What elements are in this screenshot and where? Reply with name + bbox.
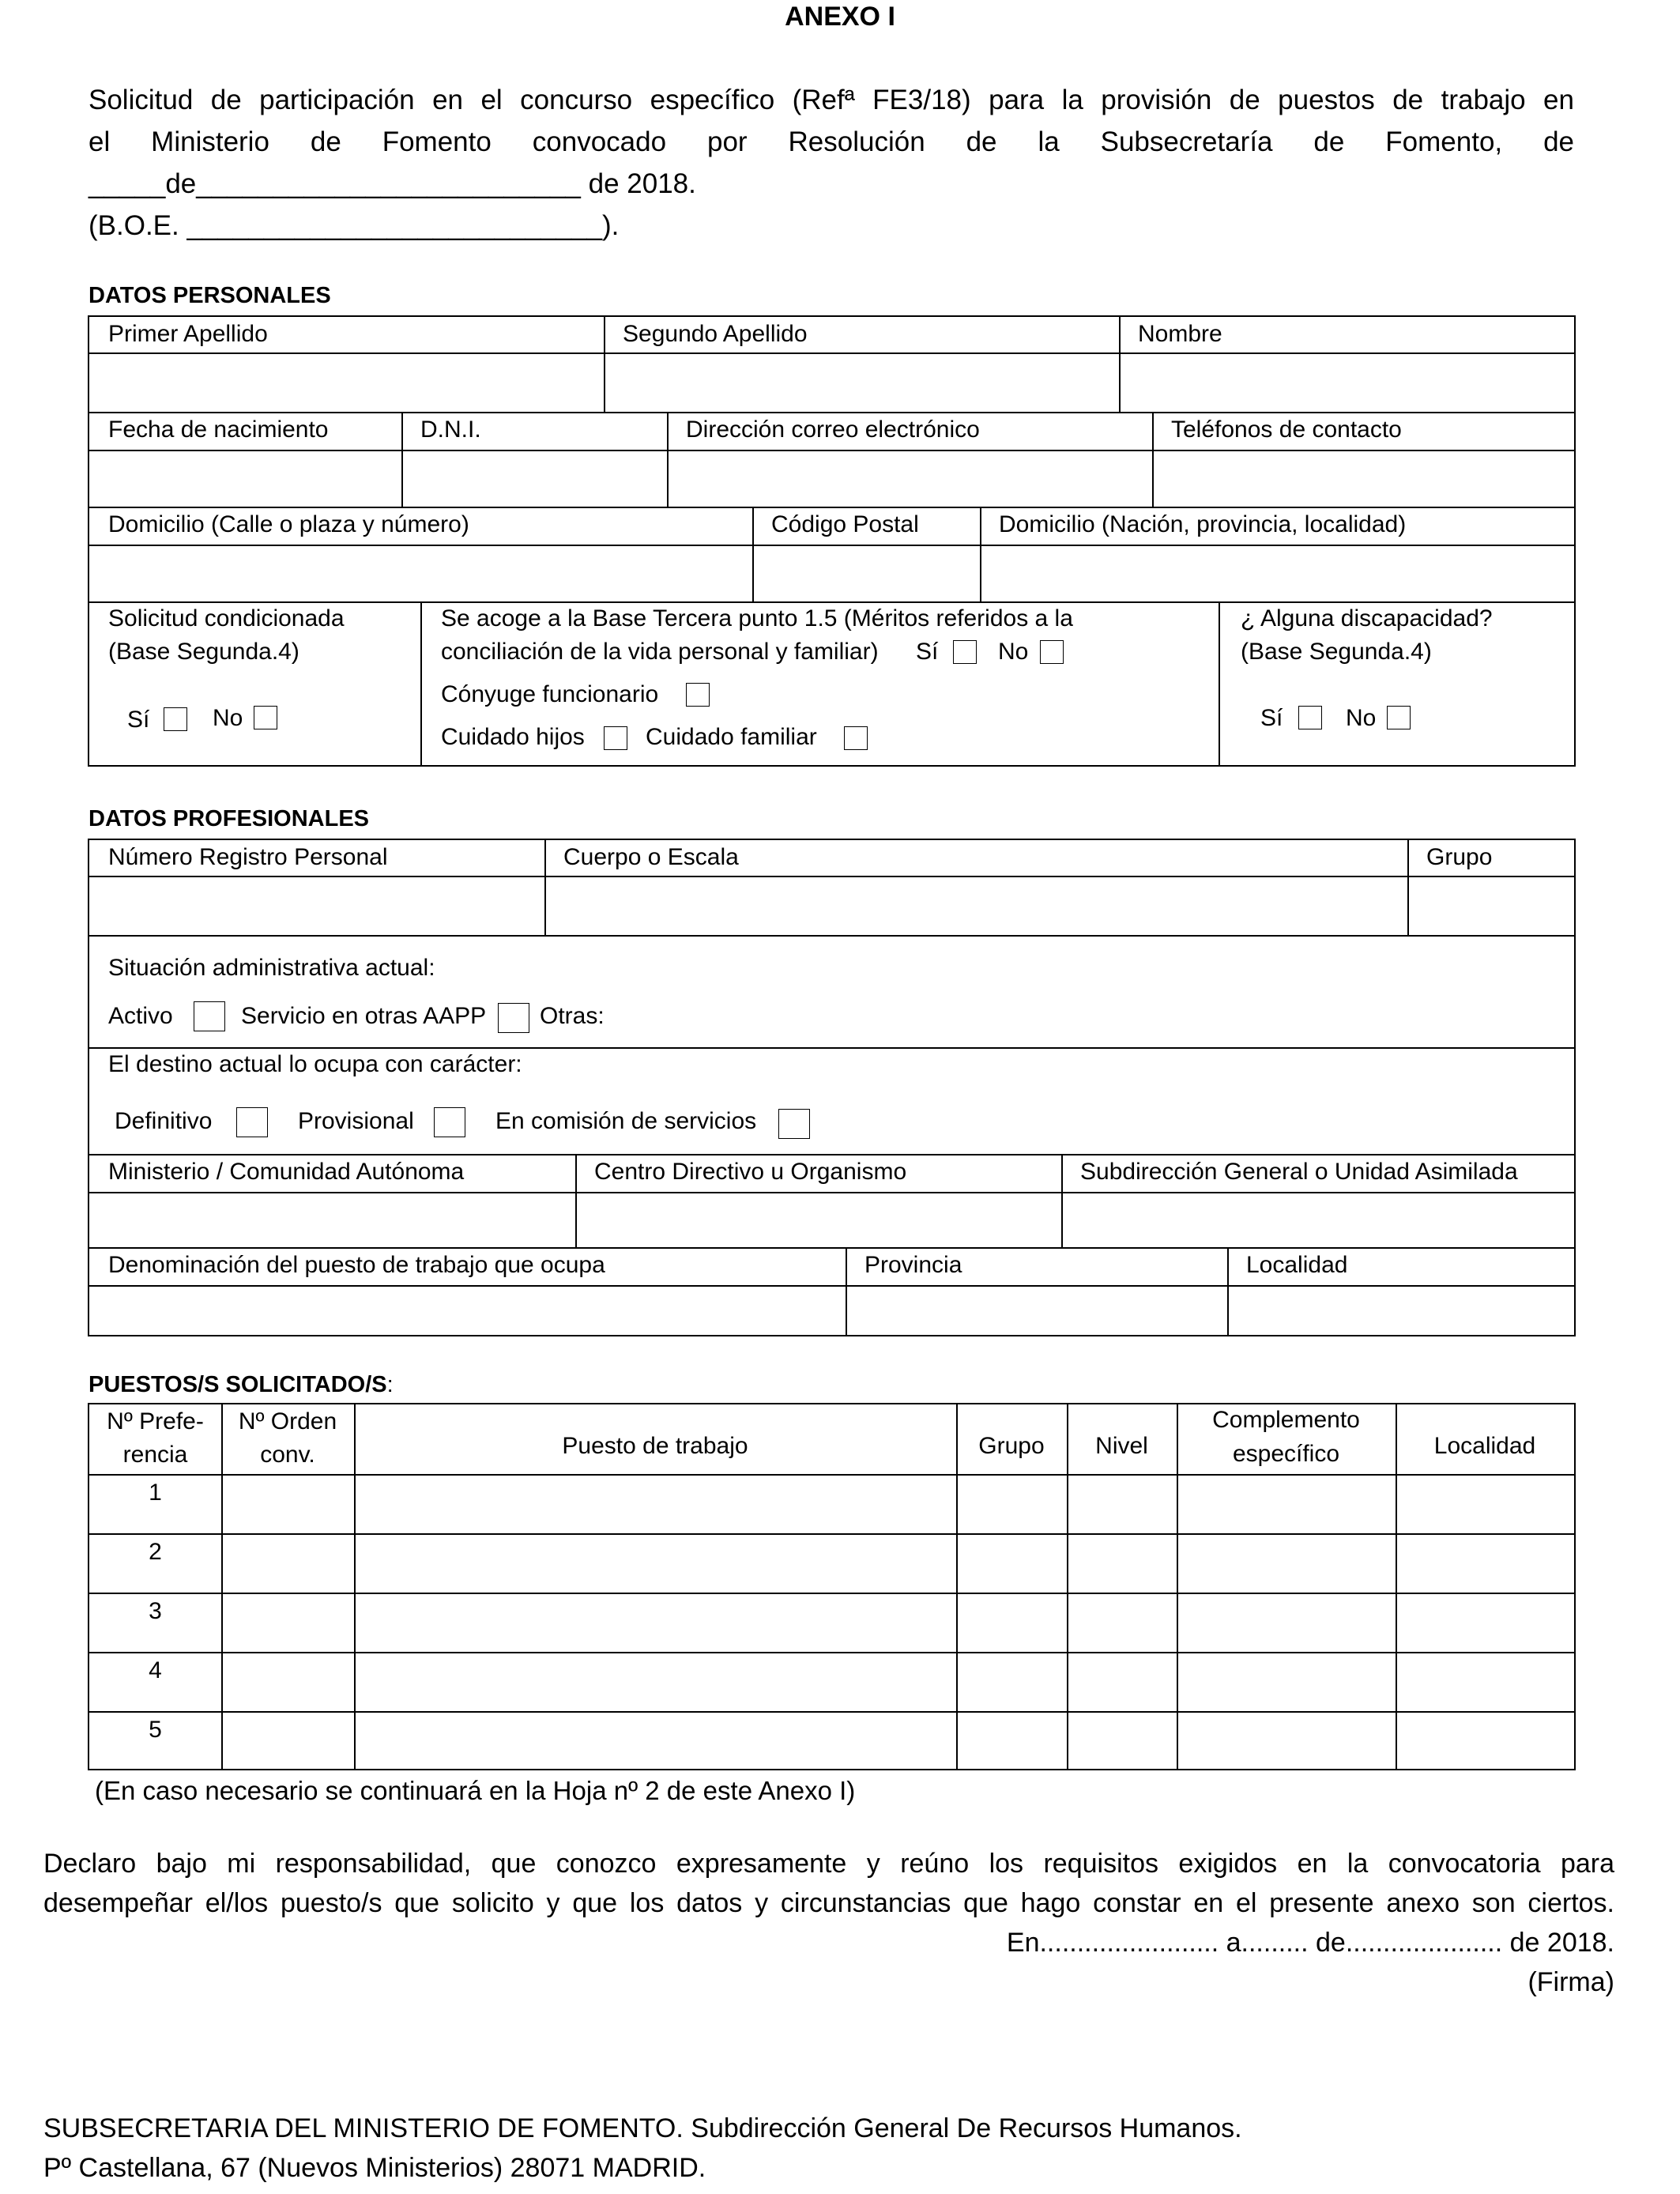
email-label: Dirección correo electrónico xyxy=(686,417,980,443)
nombre-label: Nombre xyxy=(1138,321,1222,347)
datos-profesionales-heading: DATOS PROFESIONALES xyxy=(89,806,370,831)
ministerio-label: Ministerio / Comunidad Autónoma xyxy=(108,1159,465,1185)
discapacidad-base-label: (Base Segunda.4) xyxy=(1241,639,1432,665)
declaracion-line-1: Declaro bajo mi responsabilidad, que conozco expresamente y reúno los requisitos exigidos en la convocatoria para xyxy=(43,1849,1614,1879)
datos-personales-box xyxy=(88,315,1576,767)
activo-label: Activo xyxy=(108,1003,173,1029)
segundo-apellido-label: Segundo Apellido xyxy=(623,321,808,347)
localidad-field[interactable] xyxy=(1229,1287,1574,1336)
conyuge-checkbox[interactable] xyxy=(686,683,710,707)
ministerio-field[interactable] xyxy=(89,1193,575,1247)
servicio-otras-label: Servicio en otras AAPP xyxy=(241,1003,487,1029)
conyuge-label: Cónyuge funcionario xyxy=(441,681,659,707)
row-number-4: 4 xyxy=(149,1657,162,1683)
datos-personales-heading: DATOS PERSONALES xyxy=(89,283,331,308)
row-number-5: 5 xyxy=(149,1717,162,1743)
col-orden-header: Nº Orden xyxy=(238,1408,337,1434)
cuidado-hijos-label: Cuidado hijos xyxy=(441,724,585,750)
localidad-label: Localidad xyxy=(1246,1252,1348,1278)
intro-paragraph xyxy=(89,79,1574,247)
base-tercera-label: Se acoge a la Base Tercera punto 1.5 (Méritos referidos a la xyxy=(441,605,1073,631)
situacion-label: Situación administrativa actual: xyxy=(108,955,435,981)
footer-line-1: SUBSECRETARIA DEL MINISTERIO DE FOMENTO. Subdirección General De Recursos Humanos. xyxy=(43,2113,1242,2143)
email-field[interactable] xyxy=(669,451,1152,507)
cuidado-familiar-label: Cuidado familiar xyxy=(646,724,817,750)
declaracion-paragraph xyxy=(43,1844,1614,2002)
discapacidad-si-checkbox[interactable] xyxy=(1298,706,1322,729)
datos-profesionales-box xyxy=(88,839,1576,1336)
base-tercera-si-checkbox[interactable] xyxy=(953,640,977,664)
discapacidad-si-label: Sí xyxy=(1260,705,1283,731)
comision-label: En comisión de servicios xyxy=(495,1108,757,1134)
col-puesto-header: Puesto de trabajo xyxy=(562,1433,748,1459)
col-preferencia-header: Nº Prefe- xyxy=(107,1408,204,1434)
discapacidad-no-checkbox[interactable] xyxy=(1387,706,1411,729)
provisional-label: Provisional xyxy=(298,1108,414,1134)
row-number-2: 2 xyxy=(149,1539,162,1565)
domicilio-nacion-field[interactable] xyxy=(981,546,1574,601)
discapacidad-no-label: No xyxy=(1346,705,1377,731)
definitivo-label: Definitivo xyxy=(115,1108,213,1134)
base-tercera-conciliacion-label: conciliación de la vida personal y familiar) xyxy=(441,639,879,665)
col-complemento-header-2: específico xyxy=(1232,1441,1340,1467)
footer-line-2: Pº Castellana, 67 (Nuevos Ministerios) 28071 MADRID. xyxy=(43,2153,706,2183)
table-row[interactable] xyxy=(223,1535,1574,1593)
row-number-3: 3 xyxy=(149,1598,162,1624)
puestos-note: (En caso necesario se continuará en la Hoja nº 2 de este Anexo I) xyxy=(95,1776,856,1805)
denominacion-field[interactable] xyxy=(89,1287,846,1336)
solicitud-si-checkbox[interactable] xyxy=(164,707,187,731)
intro-line-1: Solicitud de participación en el concurso específico (Refª FE3/18) para la provisión de puestos de trabajo en xyxy=(89,85,1574,115)
table-row[interactable] xyxy=(223,1713,1574,1770)
domicilio-nacion-label: Domicilio (Nación, provincia, localidad) xyxy=(999,511,1407,537)
solicitud-condicionada-base-label: (Base Segunda.4) xyxy=(108,639,299,665)
col-complemento-header: Complemento xyxy=(1212,1407,1360,1433)
dni-field[interactable] xyxy=(403,451,667,507)
base-tercera-no-label: No xyxy=(998,639,1029,665)
domicilio-calle-field[interactable] xyxy=(89,546,752,601)
table-row[interactable] xyxy=(223,1594,1574,1652)
nrp-label: Número Registro Personal xyxy=(108,844,388,870)
page-title: ANEXO I xyxy=(785,2,895,32)
domicilio-calle-label: Domicilio (Calle o plaza y número) xyxy=(108,511,469,537)
puestos-heading-text: PUESTOS/S SOLICITADO/S xyxy=(89,1372,387,1397)
puestos-table xyxy=(88,1403,1576,1770)
intro-line-2: el Ministerio de Fomento convocado por Resolución de la Subsecretaría de Fomento, de xyxy=(89,126,1574,157)
definitivo-checkbox[interactable] xyxy=(236,1107,268,1137)
otras-label: Otras: xyxy=(540,1003,605,1029)
nombre-field[interactable] xyxy=(1121,354,1574,412)
puestos-heading xyxy=(89,1372,394,1398)
denominacion-label: Denominación del puesto de trabajo que ocupa xyxy=(108,1252,605,1278)
centro-field[interactable] xyxy=(577,1193,1061,1247)
codigo-postal-label: Código Postal xyxy=(771,511,919,537)
puestos-heading-colon: : xyxy=(386,1372,394,1397)
fecha-nacimiento-field[interactable] xyxy=(89,451,401,507)
declaracion-firma: (Firma) xyxy=(1527,1967,1614,1997)
subdireccion-label: Subdirección General o Unidad Asimilada xyxy=(1080,1159,1518,1185)
declaracion-line-2: desempeñar el/los puesto/s que solicito y que los datos y circunstancias que hago constar en el presente anexo son ciertos. xyxy=(43,1888,1614,1918)
destino-label: El destino actual lo ocupa con carácter: xyxy=(108,1051,522,1077)
base-tercera-si-label: Sí xyxy=(916,639,939,665)
row-number-1: 1 xyxy=(149,1480,162,1506)
solicitud-no-checkbox[interactable] xyxy=(254,706,277,729)
col-orden-header-2: conv. xyxy=(260,1442,315,1468)
activo-checkbox[interactable] xyxy=(194,1001,225,1031)
cuidado-familiar-checkbox[interactable] xyxy=(844,726,868,750)
table-row[interactable] xyxy=(223,1476,1574,1533)
servicio-otras-checkbox[interactable] xyxy=(498,1003,529,1033)
cuidado-hijos-checkbox[interactable] xyxy=(604,726,627,750)
cuerpo-field[interactable] xyxy=(546,877,1407,935)
codigo-postal-field[interactable] xyxy=(754,546,980,601)
col-grupo-header: Grupo xyxy=(978,1433,1045,1459)
table-row[interactable] xyxy=(223,1653,1574,1711)
segundo-apellido-field[interactable] xyxy=(605,354,1119,412)
solicitud-no-label: No xyxy=(213,705,243,731)
footer xyxy=(43,2109,1242,2188)
grupo-label: Grupo xyxy=(1426,844,1493,870)
telefonos-label: Teléfonos de contacto xyxy=(1171,417,1402,443)
base-tercera-no-checkbox[interactable] xyxy=(1040,640,1064,664)
provincia-label: Provincia xyxy=(864,1252,962,1278)
centro-label: Centro Directivo u Organismo xyxy=(594,1159,907,1185)
fecha-nacimiento-label: Fecha de nacimiento xyxy=(108,417,329,443)
solicitud-condicionada-label: Solicitud condicionada xyxy=(108,605,345,631)
declaracion-fecha: En........................ a......... de..................... de 2018. xyxy=(1006,1928,1614,1958)
dni-label: D.N.I. xyxy=(420,417,481,443)
primer-apellido-field[interactable] xyxy=(89,354,604,412)
provincia-field[interactable] xyxy=(847,1287,1227,1336)
subdireccion-field[interactable] xyxy=(1063,1193,1574,1247)
grupo-field[interactable] xyxy=(1409,877,1574,935)
primer-apellido-label: Primer Apellido xyxy=(108,321,268,347)
solicitud-si-label: Sí xyxy=(127,707,150,733)
comision-checkbox[interactable] xyxy=(778,1109,810,1139)
discapacidad-label: ¿ Alguna discapacidad? xyxy=(1241,605,1493,631)
provisional-checkbox[interactable] xyxy=(434,1107,465,1137)
telefonos-field[interactable] xyxy=(1154,451,1574,507)
col-nivel-header: Nivel xyxy=(1095,1433,1148,1459)
intro-line-3: _____de_________________________ de 2018. xyxy=(89,168,696,199)
intro-line-4: (B.O.E. ___________________________). xyxy=(89,210,620,241)
col-localidad-header: Localidad xyxy=(1433,1433,1536,1459)
col-preferencia-header-2: rencia xyxy=(122,1442,188,1468)
nrp-field[interactable] xyxy=(89,877,544,935)
cuerpo-label: Cuerpo o Escala xyxy=(563,844,739,870)
